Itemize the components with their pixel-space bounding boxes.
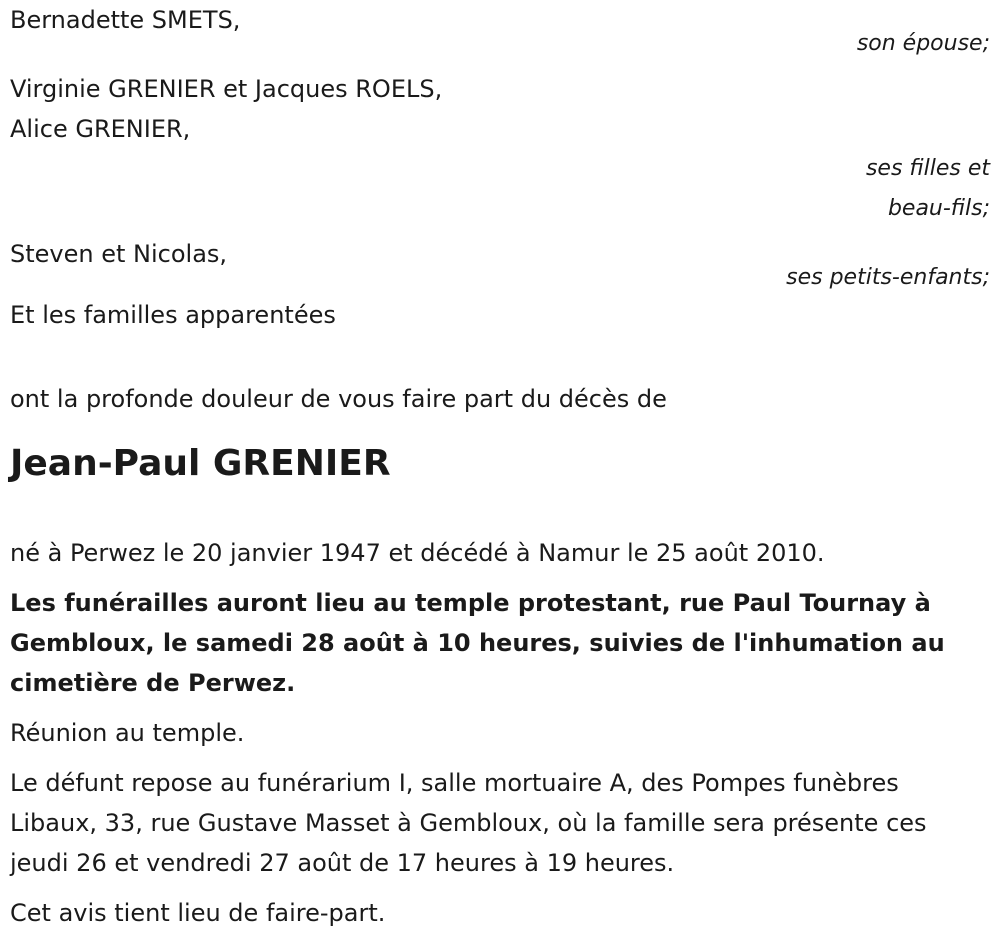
closing-text: Cet avis tient lieu de faire-part. [10,899,386,927]
birth-death-text: né à Perwez le 20 janvier 1947 et décédé à Namur le 25 août 2010. [10,539,825,567]
mourner-name: Steven et Nicolas, [10,240,228,268]
viewing-text: Le défunt repose au funérarium I, salle mortuaire A, des Pompes funèbres Libaux, 33, rue Gustave Masset à Gembloux, où la famille sera présente ces jeudi 26 et vendredi 27 août de 17 heures à 19 heures. [10,769,927,877]
mourner-role: ses filles et [865,156,990,181]
deceased-name: Jean-Paul GRENIER [10,443,391,484]
mourner-role: ses petits-enfants; [786,265,990,290]
mourner-group-relatives [10,295,990,335]
mourner-role: son épouse; [856,31,990,56]
mourner-group-daughters [10,69,990,229]
funeral-details-text: Les funérailles auront lieu au temple protestant, rue Paul Tournay à Gembloux, le samedi 28 août à 10 heures, suivies de l'inhumation au cimetière de Perwez. [10,589,945,697]
obituary-notice [10,0,990,943]
mourner-name: Alice GRENIER, [10,115,191,143]
mourner-role: beau-fils; [887,196,990,221]
mourner-group-grandchildren [10,234,990,298]
announcement-text: ont la profonde douleur de vous faire part du décès de [10,385,667,413]
mourner-name: Virginie GRENIER et Jacques ROELS, [10,75,443,103]
mourner-group-spouse [10,0,990,64]
mourner-name: Bernadette SMETS, [10,6,241,34]
reunion-text: Réunion au temple. [10,719,245,747]
mourner-name: Et les familles apparentées [10,301,336,329]
